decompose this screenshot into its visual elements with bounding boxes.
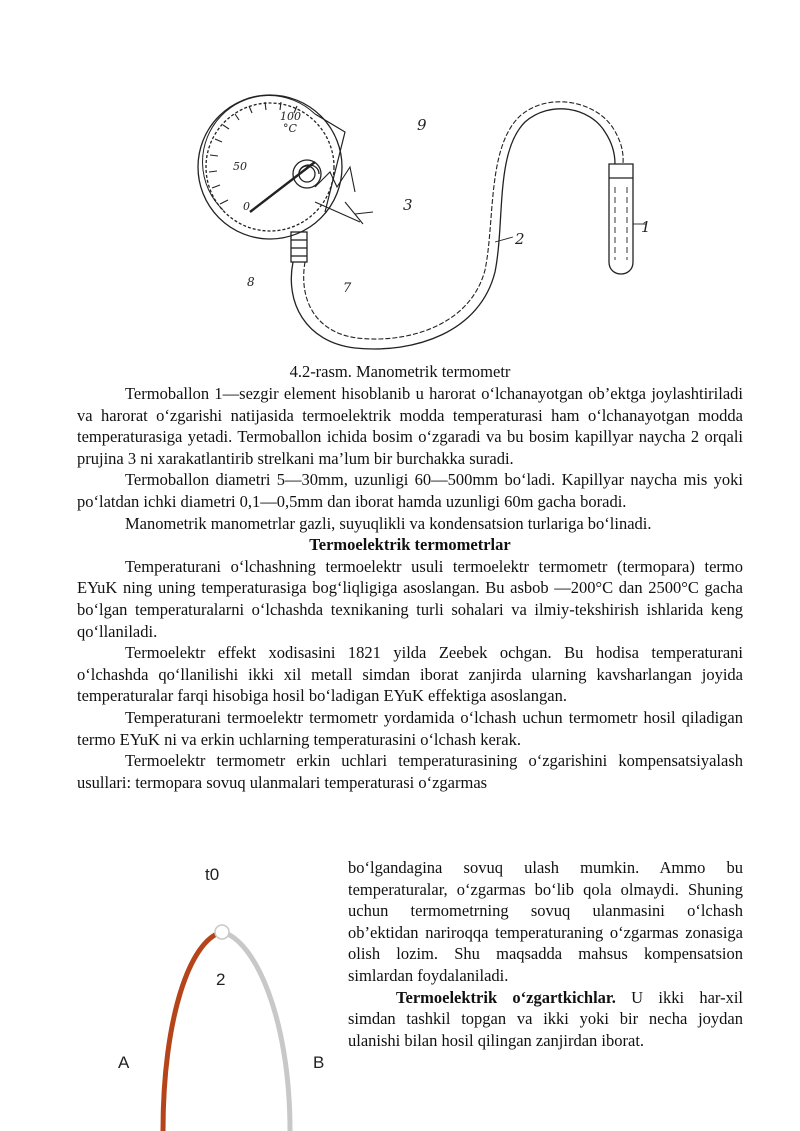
figure-label-2: 2 xyxy=(515,230,525,248)
hot-junction xyxy=(215,925,229,939)
paragraph-9-bold: Termoelektrik o‘zgartkichlar. xyxy=(396,987,616,1007)
figure-label-8: 8 xyxy=(247,275,255,289)
figure-label-9: 9 xyxy=(417,116,427,134)
gauge-fitting xyxy=(291,232,307,262)
label-2: 2 xyxy=(216,970,226,989)
figure-caption: 4.2-rasm. Manometrik termometr xyxy=(289,362,511,381)
scale-label-unit: °C xyxy=(283,122,297,135)
paragraph-6: Temperaturani termoelektr termometr yordamida o‘lchash uchun termometr hosil qiladigan termo EYuK ni va erkin uchlarning temperaturasini o‘lchash kerak. xyxy=(77,707,743,749)
paragraph-5: Termoelektr effekt xodisasini 1821 yilda Zeebek ochgan. Bu hodisa temperaturani o‘lchashda qo‘llanilishi ikki xil metall simdan iborat zanjirda ularning kavsharlangan joyida temperaturalar farqi hisobiga hosil bo‘ladigan EYuK effektiga asoslangan. xyxy=(77,643,743,706)
spring-coil xyxy=(293,160,321,188)
paragraph-9 xyxy=(348,987,743,1052)
scale-label-50: 50 xyxy=(233,160,247,173)
gauge-sector xyxy=(315,114,345,212)
label-b: B xyxy=(313,1053,325,1072)
wire-b xyxy=(222,932,290,1131)
scale-label-100: 100 xyxy=(280,110,301,123)
paragraph-1: Termoballon 1—sezgir element hisoblanib u harorat o‘lchanayotgan ob’ektga joylashtiriladi va harorat o‘zgarishi natijasida termoelektrik modda temperaturasi ham o‘lchanayotgan modda temperaturasiga yetadi. Termoballon ichida bosim o‘zgaradi va bu bosim kapillyar naycha 2 orqali prujina 3 ni xarakatlantirib strelkani ma’lum bir burchakka suradi. xyxy=(77,384,743,468)
paragraph-9-rest: U ikki har-xil simdan tashkil topgan va ikki yoki bir necha joydan ulanishi bilan hosil qilingan zanjirdan iborat. xyxy=(348,987,743,1050)
paragraph-8: bo‘lgandagina sovuq ulash mumkin. Ammo bu temperaturalar, o‘zgarmas bo‘lib qola olmaydi. Shuning uchun termometrning sovuq ulanmasini o‘lchash ob’ektidan nariroqqa temperaturaning o‘zgarmas zonasiga olish lozim. Shu maqsadda mahsus kompensatsion simlardan foydalaniladi. xyxy=(348,858,743,985)
side-text-block xyxy=(348,857,743,1051)
capillary-tube-outer xyxy=(291,109,615,349)
main-text-block xyxy=(77,383,743,793)
gauge-pointer xyxy=(250,162,315,212)
wire-a xyxy=(163,932,222,1131)
section-heading: Termoelektrik termometrlar xyxy=(309,535,511,555)
label-t0: t0 xyxy=(205,865,220,884)
label-a: A xyxy=(118,1053,130,1072)
paragraph-3: Manometrik manometrlar gazli, suyuqlikli va kondensatsion turlariga bo‘linadi. xyxy=(125,513,652,533)
paragraph-4: Temperaturani o‘lchashning termoelektr usuli termoelektr termometr (termopara) termo EYuK ning uning temperaturasiga bog‘liqligiga asoslangan. Bu asbob —200°C dan 2500°C gacha bo‘lgan temperaturalarni o‘lchashda texnikaning turli sohalari va ilmiy-tekshirish ishlarida keng qo‘llaniladi. xyxy=(77,556,743,641)
figure-label-1: 1 xyxy=(641,218,651,236)
figure-label-3: 3 xyxy=(403,196,413,214)
figure-label-7: 7 xyxy=(343,281,352,296)
scale-label-0: 0 xyxy=(243,200,250,213)
thermocouple-figure xyxy=(95,858,345,1131)
thermoballoon xyxy=(609,164,633,274)
paragraph-2: Termoballon diametri 5—30mm, uzunligi 60—500mm bo‘ladi. Kapillyar naycha mis yoki po‘latdan ichki diametri 0,1—0,5mm dan iborat hamda uzunligi 60m gacha boradi. xyxy=(77,470,743,511)
paragraph-7: Termoelektr termometr erkin uchlari temperaturasining o‘zgarishini kompensatsiyalash usullari: termopara sovuq ulanmalari temperaturasi o‘zgarmas xyxy=(77,751,743,792)
manometric-thermometer-figure xyxy=(195,92,670,364)
capillary-tube-inner xyxy=(304,102,623,339)
